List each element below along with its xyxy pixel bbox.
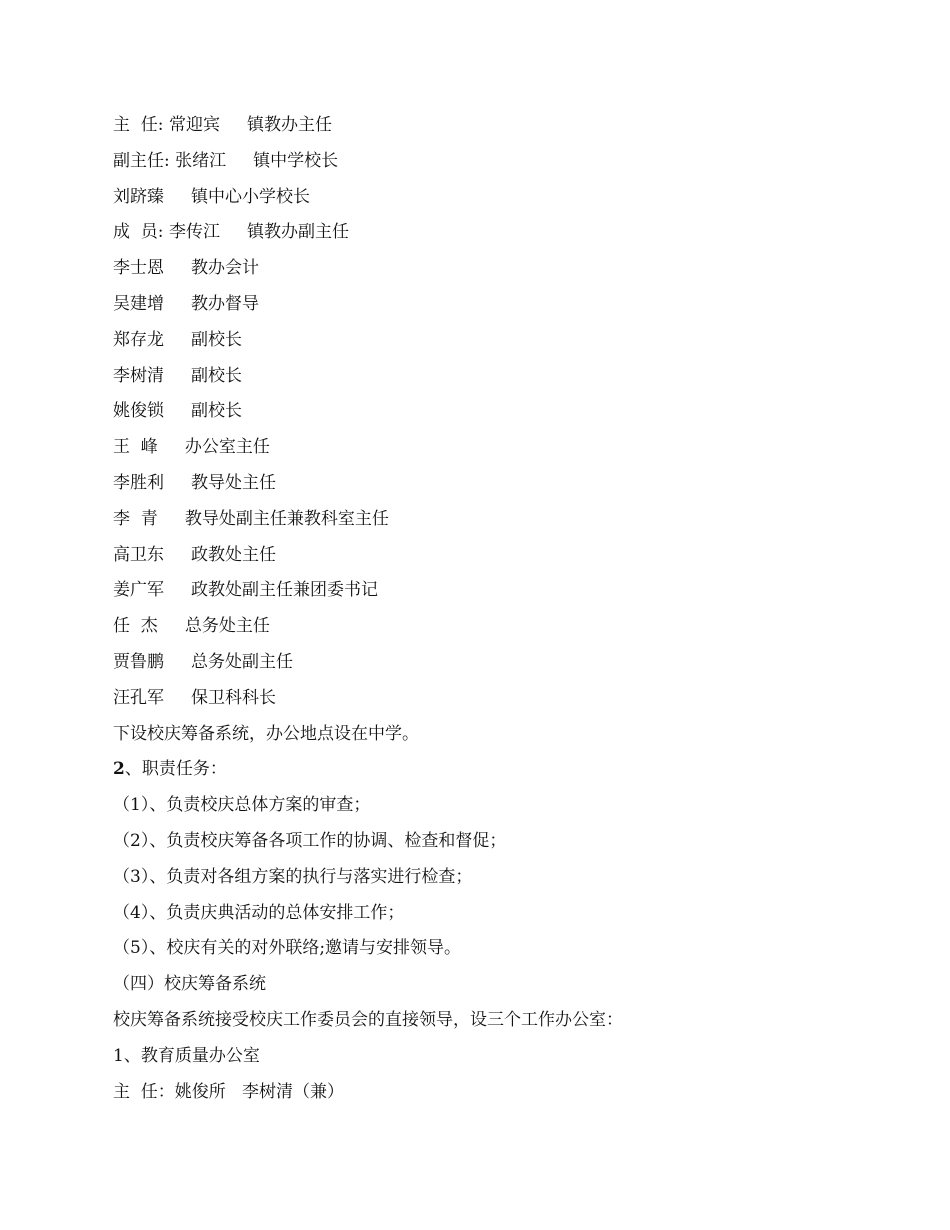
- text-line: 李 青 教导处副主任兼教科室主任: [113, 508, 389, 529]
- text-line: 姚俊锁 副校长: [113, 401, 243, 422]
- text-line: 副主任: 张绪江 镇中学校长: [113, 150, 339, 171]
- document-body: [113, 108, 873, 1110]
- section-number: 2: [113, 759, 125, 780]
- text-line: （3）、负责对各组方案的执行与落实进行检查；: [113, 866, 473, 887]
- text-line: 汪孔军 保卫科科长: [113, 687, 277, 708]
- section-heading: [113, 752, 873, 788]
- text-line: 主 任: 常迎宾 镇教办主任: [113, 115, 332, 135]
- text-line: （2）、负责校庆筹备各项工作的协调、检查和督促；: [113, 830, 507, 851]
- text-line: 郑存龙 副校长: [113, 329, 243, 350]
- section-heading-text: 、职责任务：: [124, 759, 227, 780]
- text-line: （4）、负责庆典活动的总体安排工作；: [113, 902, 405, 923]
- text-line: 校庆筹备系统接受校庆工作委员会的直接领导，设三个工作办公室：: [113, 1009, 623, 1030]
- text-line: 高卫东 政教处主任: [113, 544, 277, 565]
- text-line: （1）、负责校庆总体方案的审查；: [113, 795, 371, 816]
- text-line: （四）校庆筹备系统: [113, 974, 266, 995]
- text-line: 下设校庆筹备系统，办公地点设在中学。: [113, 723, 419, 744]
- text-line: 李树清 副校长: [113, 365, 243, 386]
- text-line: 李士恩 教办会计: [113, 258, 260, 279]
- text-line: 李胜利 教导处主任: [113, 472, 277, 493]
- text-line: 1、教育质量办公室: [113, 1045, 260, 1066]
- text-line: 刘跻臻 镇中心小学校长: [113, 186, 311, 207]
- text-line: 王 峰 办公室主任: [113, 437, 270, 458]
- text-line: 主 任：姚俊所 李树清（兼）: [113, 1081, 345, 1102]
- text-line: （5）、校庆有关的对外联络;邀请与安排领导。: [113, 938, 462, 959]
- text-line: 任 杰 总务处主任: [113, 616, 270, 637]
- text-line: 姜广军 政教处副主任兼团委书记: [113, 580, 379, 601]
- text-line: 成 员: 李传江 镇教办副主任: [113, 222, 349, 243]
- text-line: 贾鲁鹏 总务处副主任: [113, 651, 294, 672]
- text-line: 吴建增 教办督导: [113, 293, 260, 314]
